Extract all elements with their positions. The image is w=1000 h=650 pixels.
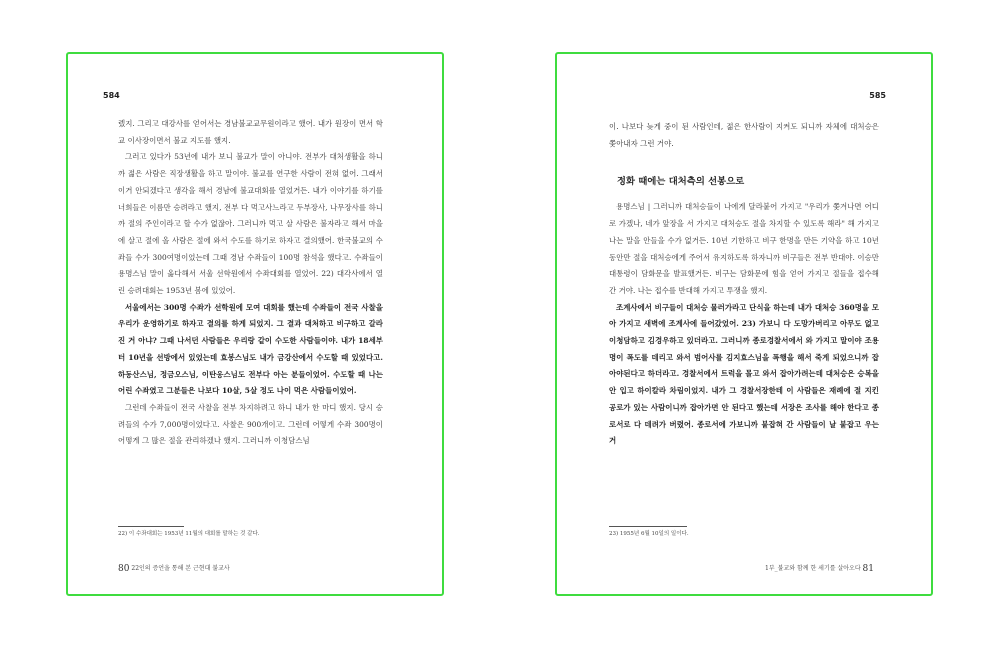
paragraph: 그러고 있다가 53년에 내가 보니 불교가 말이 아니야. 전부가 대처생활을 하니까 젊은 사람은 직장생활을 하고 말이야. 불교를 연구한 사람이 전혀 없어. 그래서 이거 안되겠다고 생각을 해서 경남에 불교대회를 열었거든. 내가 이야기를 하기를 너희들은 이름만 승려라고 했지, 전부 다 먹고사느라고 두부장사, 나무장사를 하니까 절의 주인이라고 할 수가 없잖아. 그러니까 먹고 살 사람은 불자라고 해서 마을에 살고 절에 올 사람은 절에 와서 수도를 하기로 하자고 결의했어. 한국불교의 수좌들 수가 300여명이었는데 그때 경남 수좌들이 100명 참석을 했다고. 수좌들이 용명스님 말이 옳다해서 서울 선학원에서 수좌대회를 열었어. 22) 대각사에서 열린 승려대회는 1953년 봄에 있었어. <box>118 152 383 296</box>
page-number: 584 <box>103 91 120 100</box>
paragraph: 조계사에서 비구들이 대처승 물러가라고 단식을 하는데 내가 대처승 360명을 모아 가지고 새벽에 조계사에 들어갔었어. 23) 가보니 다 도망가버리고 아무도 없고 이청담하고 김경우하고 있더라고. 그러니까 종로경찰서에서 와 가지고 말이야 조용명이 폭도를 데리고 와서 범어사를 김지효스님을 폭행을 해서 죽게 되었으니까 잡아야된다고 하더라고. 경찰서에서 트럭을 몰고 와서 잡아가려는데 대처승은 승복을 안 입고 하이칼라 차림이었지. 내가 그 경찰서장한테 이 사람들은 재례에 절 지킨 공로가 있는 사람이니까 잡아가면 안 된다고 했는데 서장은 조사를 해야 한다고 종로서로 다 데려가 버렸어. 종로서에 가보니까 붙잡혀 간 사람들이 날 붙잡고 우는 거 <box>609 302 879 446</box>
footnote: 22) 이 수좌대회는 1953년 11월의 대회를 말하는 것 같다. <box>118 531 260 537</box>
page-number: 585 <box>869 91 886 100</box>
footnote-rule <box>609 526 687 527</box>
footnote-rule <box>118 526 184 527</box>
paragraph: 용명스님 | 그러니까 대처승들이 나에게 달라붙어 가지고 "우리가 쫓겨나면 어디로 가겠나, 네가 앞장을 서 가지고 대처승도 절을 차지할 수 있도록 해라" 해 가지고 나는 말을 안들을 수가 없거든. 10년 기한하고 비구 한명을 만든 기약을 하고 10년 동안만 절을 대처승에게 주어서 유지하도록 하자니까 비구들은 전부 반대야. 이승만 대통령이 담화문을 발표했거든. 비구는 담화문에 힘을 얻어 가지고 절들을 접수해 간 거야. 나는 접수를 반대해 가지고 투쟁을 했지. <box>609 202 879 295</box>
paragraph: 서울에서는 300명 수좌가 선학원에 모여 대회를 했는데 수좌들이 전국 사찰을 우리가 운영하기로 하자고 결의를 하게 되었지. 그 결과 대처하고 비구하고 갈라진 거 아냐? 그때 나서던 사람들은 우리랑 같이 수도한 사람들이야. 내가 18세부터 10년을 선방에서 있었는데 효봉스님도 내가 금강산에서 수도할 때 있었다고. 하동산스님, 정금오스님, 이탄옹스님도 전부다 아는 분들이었어. 수도할 때 나는 어린 수좌였고 그분들은 나보다 10살, 5살 정도 나이 먹은 사람들이었어. <box>118 302 383 396</box>
right-page <box>555 52 933 596</box>
footnote: 23) 1955년 6월 10일의 일이다. <box>609 531 689 537</box>
running-footer <box>118 563 230 575</box>
paragraph: 렜지. 그리고 대강사를 얻어서는 경남불교교무원이라고 했어. 내가 원장이 면서 학교 이사장이면서 불교 지도를 했지. <box>118 119 383 145</box>
section-heading: 정화 때에는 대처측의 선봉으로 <box>617 176 745 188</box>
footer-book-title: 22인의 증언을 통해 본 근현대 불교사 <box>131 565 230 572</box>
footer-page-number: 81 <box>862 564 874 574</box>
left-page <box>66 52 444 596</box>
paragraph: 이. 나보다 늦게 중이 된 사람인데, 젊은 한사람이 지켜도 되니까 자체에 대처승은 쫓아내자 그런 거야. <box>609 122 879 148</box>
body-text <box>609 119 879 450</box>
running-footer <box>765 563 874 575</box>
footer-part-title: 1부_불교와 함께 한 세기를 살아오다 <box>765 565 861 572</box>
paragraph: 그런데 수좌들이 전국 사찰을 전부 차지하려고 하니 내가 한 마디 했지. 당시 승려들의 수가 7,000명이었다고. 사찰은 900개이고. 그런데 어떻게 수좌 300명이 어떻게 그 많은 절을 관리하겠나 했지. 그러니까 이청담스님 <box>118 402 383 446</box>
footer-page-number: 80 <box>118 564 130 574</box>
body-text <box>118 116 383 450</box>
